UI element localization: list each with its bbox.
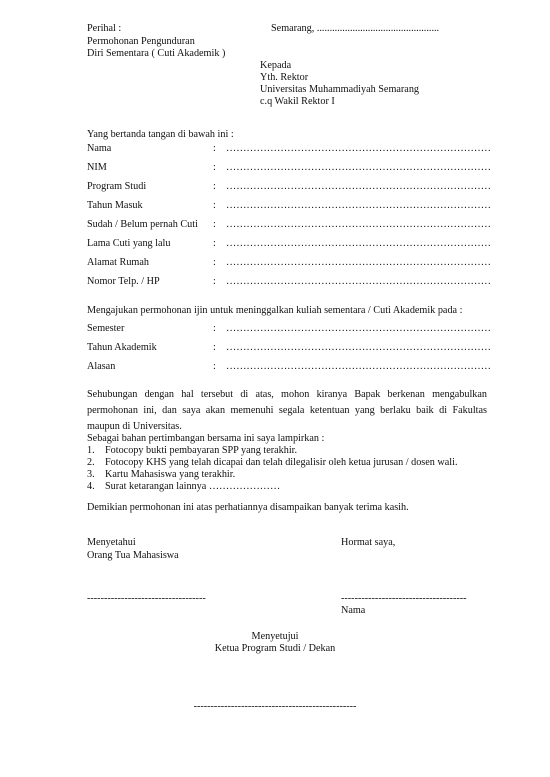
- field-colon: :: [213, 276, 216, 287]
- attachment-num: 4.: [87, 481, 95, 492]
- attachment-text: Fotocopy KHS yang telah dicapai dan telah dilegalisir oleh ketua jurusan / dosen wali.: [105, 457, 458, 468]
- field-dots-tahun-akademik[interactable]: ……………………………………………………………………: [226, 342, 491, 353]
- intro-text: Yang bertanda tangan di bawah ini :: [87, 129, 234, 140]
- field-dots-alasan[interactable]: ……………………………………………………………………: [226, 361, 491, 372]
- approver-signature-line: ------------------------------------------------: [193, 701, 357, 712]
- field-dots-lama-cuti[interactable]: ……………………………………………………………………: [226, 238, 491, 249]
- field-label-lama-cuti: Lama Cuti yang lalu: [87, 238, 171, 249]
- subject-line-2: Diri Sementara ( Cuti Akademik ): [87, 48, 226, 59]
- field-label-nim: NIM: [87, 162, 107, 173]
- request-intro: Mengajukan permohonan ijin untuk meninggalkan kuliah sementara / Cuti Akademik pada :: [87, 305, 463, 316]
- attachments-intro: Sebagai bahan pertimbangan bersama ini saya lampirkan :: [87, 433, 325, 444]
- perihal-label: Perihal :: [87, 23, 122, 34]
- field-dots-pernah-cuti[interactable]: ……………………………………………………………………: [226, 219, 491, 230]
- approver-role: Ketua Program Studi / Dekan: [214, 643, 336, 654]
- field-colon: :: [213, 181, 216, 192]
- field-colon: :: [213, 361, 216, 372]
- field-colon: :: [213, 200, 216, 211]
- field-colon: :: [213, 219, 216, 230]
- field-label-nama: Nama: [87, 143, 112, 154]
- field-dots-nim[interactable]: ……………………………………………………………………: [226, 162, 491, 173]
- left-signature-line: -----------------------------------: [87, 593, 206, 604]
- field-label-semester: Semester: [87, 323, 125, 334]
- right-signature-line: -------------------------------------: [341, 593, 467, 604]
- left-signer-line-2: Orang Tua Mahasiswa: [87, 550, 179, 561]
- subject-line-1: Permohonan Pengunduran: [87, 36, 195, 47]
- place-date: Semarang, ................................................: [271, 23, 440, 34]
- right-signer-title: Hormat saya,: [341, 537, 396, 548]
- field-colon: :: [213, 342, 216, 353]
- field-dots-nama[interactable]: ……………………………………………………………………: [226, 143, 491, 154]
- addressee-line-3: Universitas Muhammadiyah Semarang: [260, 84, 420, 95]
- body-paragraph: Sehubungan dengan hal tersebut di atas, mohon kiranya Bapak berkenan mengabulkan permohonan ini, dan saya akan memenuhi segala ketentuan yang berlaku baik di Fakultas maupun di Universitas.: [87, 389, 487, 432]
- left-signer-line-1: Menyetahui: [87, 537, 136, 548]
- field-label-tahun-masuk: Tahun Masuk: [87, 200, 143, 211]
- addressee-line-2: Yth. Rektor: [260, 72, 309, 83]
- addressee-line-1: Kepada: [260, 60, 292, 71]
- attachment-num: 3.: [87, 469, 95, 480]
- addressee-line-4: c.q Wakil Rektor I: [260, 96, 335, 107]
- right-signer-name: Nama: [341, 605, 366, 616]
- field-label-alasan: Alasan: [87, 361, 116, 372]
- field-dots-program-studi[interactable]: ……………………………………………………………………: [226, 181, 491, 192]
- field-dots-tahun-masuk[interactable]: ……………………………………………………………………: [226, 200, 491, 211]
- field-dots-telp[interactable]: ……………………………………………………………………: [226, 276, 491, 287]
- attachment-text: Surat ketarangan lainnya …………………: [105, 481, 281, 492]
- field-colon: :: [213, 162, 216, 173]
- field-label-alamat: Alamat Rumah: [87, 257, 149, 268]
- field-label-pernah-cuti: Sudah / Belum pernah Cuti: [87, 219, 198, 230]
- field-label-telp: Nomor Telp. / HP: [87, 276, 160, 287]
- field-dots-semester[interactable]: ……………………………………………………………………: [226, 323, 491, 334]
- closing-text: Demikian permohonan ini atas perhatiannya disampaikan banyak terima kasih.: [87, 502, 409, 513]
- field-colon: :: [213, 143, 216, 154]
- attachment-num: 2.: [87, 457, 95, 468]
- attachment-num: 1.: [87, 445, 95, 456]
- field-label-tahun-akademik: Tahun Akademik: [87, 342, 157, 353]
- field-colon: :: [213, 323, 216, 334]
- field-dots-alamat[interactable]: ……………………………………………………………………: [226, 257, 491, 268]
- field-colon: :: [213, 257, 216, 268]
- field-colon: :: [213, 238, 216, 249]
- field-label-program-studi: Program Studi: [87, 181, 147, 192]
- approver-title: Menyetujui: [251, 631, 299, 642]
- attachment-text: Fotocopy bukti pembayaran SPP yang terakhir.: [105, 445, 298, 456]
- attachment-text: Kartu Mahasiswa yang terakhir.: [105, 469, 236, 480]
